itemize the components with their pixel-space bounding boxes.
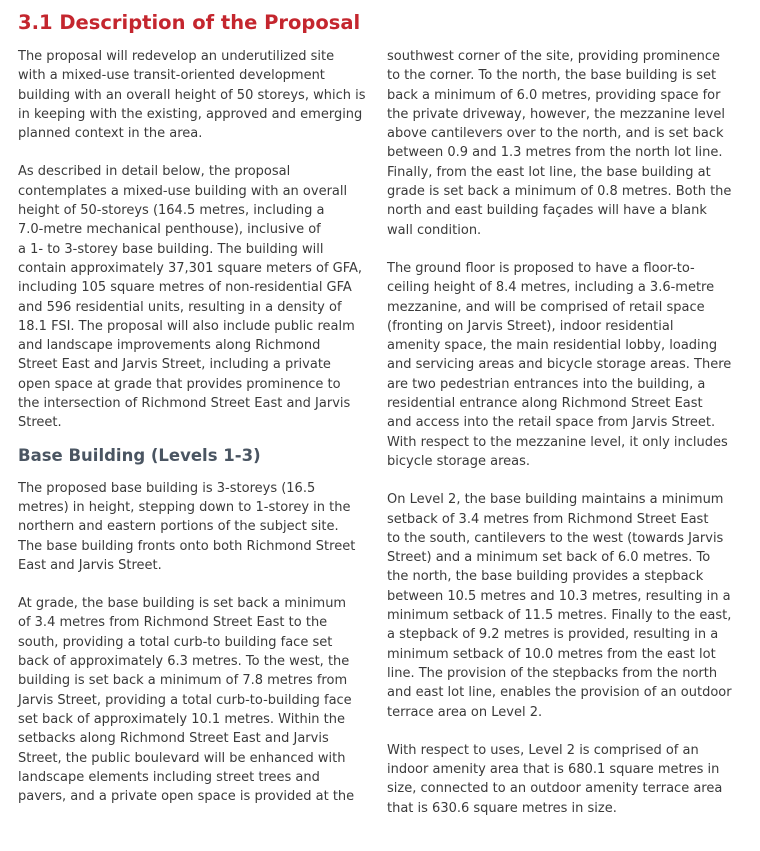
setback-paragraph: At grade, the base building is set back a minimum of 3.4 metres from Richmond Street East to the south, providing a total curb-to building face set back of approximately 6.3 metres. To the west, the building is set back a minimum of 7.8 metres from Jarvis Street, providing a total curb-to-building face set back of approximately 10.1 metres. Within the setbacks along Richmond Street East and Jarvis Street, the public boulevard will be enhanced with landscape elements including street trees and pavers, and a private open space is provided at the [18, 596, 355, 805]
intro-paragraph: The proposal will redevelop an underutilized site with a mixed-use transit-oriented development building with an overall height of 50 storeys, which is in keeping with the existing, approved and emerging planned context in the area. [18, 49, 366, 142]
paragraph-spacer [18, 143, 373, 162]
setback-continued-paragraph: southwest corner of the site, providing prominence to the corner. To the north, the base building is set back a minimum of 6.0 metres, providing space for the private driveway, however, the mezzanine level above cantilevers over to the north, and is set back between 0.9 and 1.3 metres from the north lot line. Finally, from the east lot line, the base building at grade is set back a minimum of 0.8 metres. Both the north and east building façades will have a blank wall condition. [387, 49, 732, 238]
base-building-paragraph: The proposed base building is 3-storeys (16.5 metres) in height, stepping down to 1-storey in the northern and eastern portions of the subject site. The base building fronts onto both Richmond Street East and Jarvis Street. [18, 480, 356, 573]
page-title: 3.1 Description of the Proposal [18, 11, 361, 34]
proposal-detail-paragraph: As described in detail below, the proposal contemplates a mixed-use building with an overall height of 50-storeys (164.5 metres, including a 7.0-metre mechanical penthouse), inclusive of a 1- to 3-storey base building. The building will contain approximately 37,301 square meters of GFA, including 105 square metres of non-residential GFA and 596 residential units, resulting in a density of 18.1 FSI. The proposal will also include public realm and landscape improvements along Richmond Street East and Jarvis Street, including a private open space at grade that provides prominence to the intersection of Richmond Street East and Jarvis Street. [18, 164, 363, 431]
ground-floor-paragraph: The ground floor is proposed to have a floor-to- ceiling height of 8.4 metres, including a 3.6-metre mezzanine, and will be comprised of retail space (fronting on Jarvis Street), indoor residential amenity space, the main residential lobby, loading and servicing areas and bicycle storage areas. There are two pedestrian entrances into the building, a residential entrance along Richmond Street East and access into the retail space from Jarvis Street. With respect to the mezzanine level, it only includes bicycle storage areas. [387, 260, 732, 469]
paragraph-spacer [387, 471, 743, 490]
paragraph-spacer [387, 722, 743, 741]
paragraph-spacer [18, 575, 373, 594]
level-2-uses-paragraph: With respect to uses, Level 2 is comprised of an indoor amenity area that is 680.1 square metres in size, connected to an outdoor amenity terrace area that is 630.6 square metres in size. [387, 742, 723, 816]
right-column [387, 47, 743, 818]
section-subheading: Base Building (Levels 1-3) [18, 445, 261, 465]
paragraph-spacer [387, 240, 743, 259]
level-2-paragraph: On Level 2, the base building maintains a minimum setback of 3.4 metres from Richmond Street East to the south, cantilevers to the west (towards Jarvis Street) and a minimum set back of 6.0 metres. To the north, the base building provides a stepback between 10.5 metres and 10.3 metres, resulting in a minimum setback of 11.5 metres. Finally to the east, a stepback of 9.2 metres is provided, resulting in a minimum setback of 10.0 metres from the east lot line. The provision of the stepbacks from the north and east lot line, enables the provision of an outdoor terrace area on Level 2. [387, 492, 732, 720]
left-column [18, 47, 373, 806]
